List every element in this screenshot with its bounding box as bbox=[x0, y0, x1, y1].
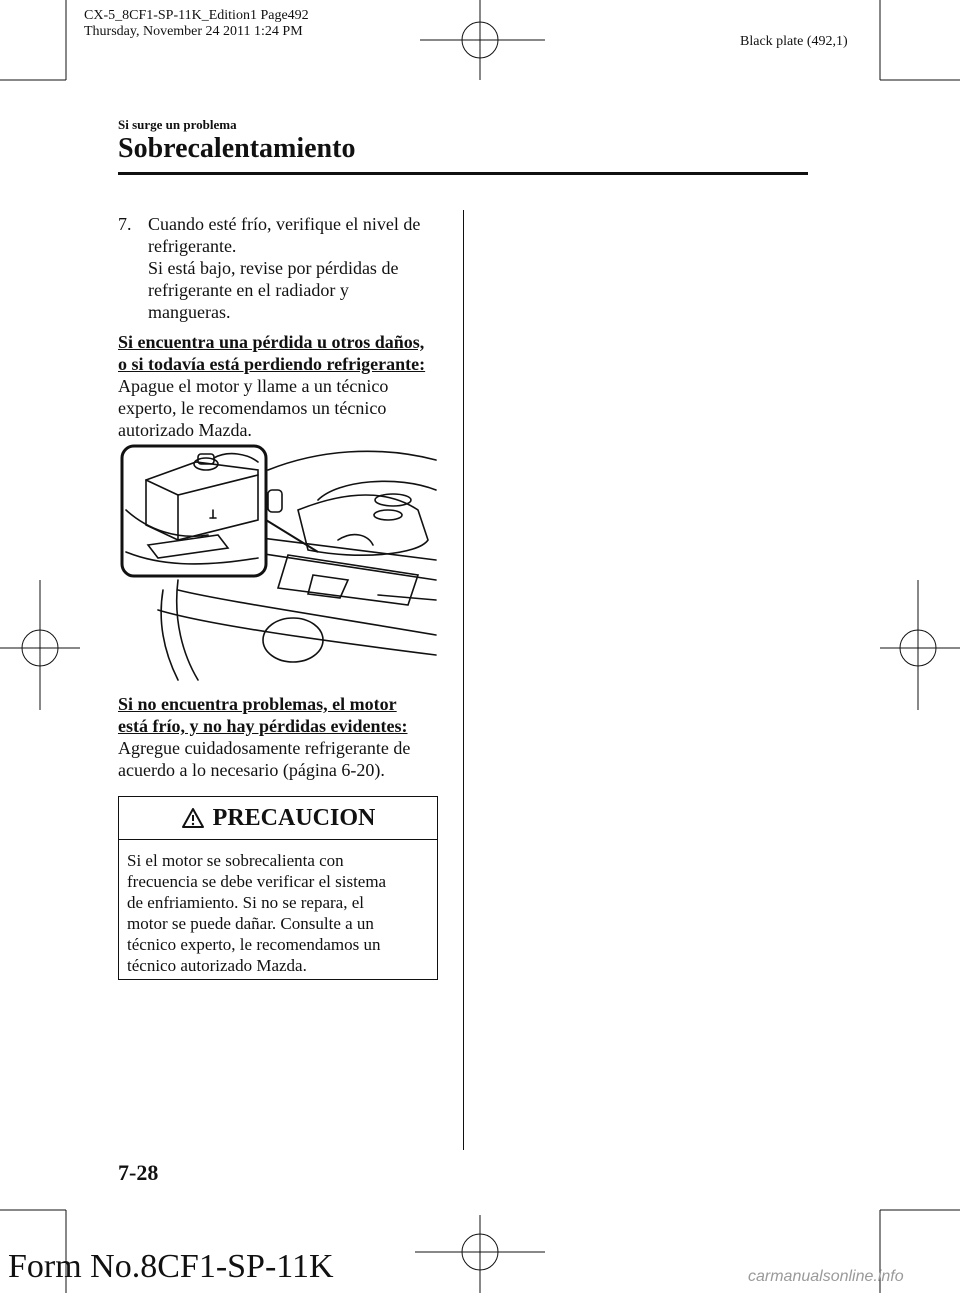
step-line: refrigerante. bbox=[148, 236, 237, 256]
leak-section bbox=[118, 331, 448, 441]
step-line: Si está bajo, revise por pérdidas de bbox=[148, 258, 399, 278]
leak-text-line: autorizado Mazda. bbox=[118, 420, 252, 440]
leak-text-line: Apague el motor y llame a un técnico bbox=[118, 376, 389, 396]
plate-label: Black plate (492,1) bbox=[740, 34, 848, 49]
print-meta-line1: CX-5_8CF1-SP-11K_Edition1 Page492 bbox=[84, 8, 309, 23]
caution-header bbox=[119, 797, 437, 840]
caution-line: frecuencia se debe verificar el sistema bbox=[127, 872, 387, 891]
step-line: Cuando esté frío, verifique el nivel de bbox=[148, 214, 421, 234]
leak-heading-line1: Si encuentra una pérdida u otros daños, bbox=[118, 332, 425, 352]
caution-box bbox=[118, 796, 438, 980]
step-number: 7. bbox=[118, 214, 132, 234]
warning-triangle-icon bbox=[181, 807, 205, 829]
caution-line: técnico autorizado Mazda. bbox=[127, 956, 307, 975]
print-meta-line2: Thursday, November 24 2011 1:24 PM bbox=[84, 24, 303, 39]
page-title: Sobrecalentamiento bbox=[118, 133, 356, 164]
caution-body bbox=[119, 840, 437, 986]
caution-line: técnico experto, le recomendamos un bbox=[127, 935, 381, 954]
noleak-heading-line2: está frío, y no hay pérdidas evidentes: bbox=[118, 716, 408, 736]
step-line: mangueras. bbox=[148, 302, 231, 322]
leak-heading-line2: o si todavía está perdiendo refrigerante: bbox=[118, 354, 426, 374]
noleak-text-line: acuerdo a lo necesario (página 6-20). bbox=[118, 760, 385, 780]
noleak-heading-line1: Si no encuentra problemas, el motor bbox=[118, 694, 397, 714]
noleak-section bbox=[118, 693, 448, 781]
caution-title: PRECAUCION bbox=[212, 804, 376, 831]
noleak-text-line: Agregue cuidadosamente refrigerante de bbox=[118, 738, 411, 758]
step-7 bbox=[118, 213, 448, 323]
column-divider bbox=[463, 210, 464, 1150]
section-label: Si surge un problema bbox=[118, 117, 237, 132]
leak-text-line: experto, le recomendamos un técnico bbox=[118, 398, 387, 418]
watermark: carmanualsonline.info bbox=[748, 1268, 904, 1285]
title-rule bbox=[118, 172, 808, 175]
step-line: refrigerante en el radiador y bbox=[148, 280, 349, 300]
coolant-reservoir-illustration bbox=[118, 440, 438, 682]
caution-line: motor se puede dañar. Consulte a un bbox=[127, 914, 374, 933]
form-number: Form No.8CF1-SP-11K bbox=[8, 1248, 334, 1285]
page-number: 7-28 bbox=[118, 1160, 159, 1185]
caution-line: Si el motor se sobrecalienta con bbox=[127, 851, 344, 870]
caution-line: de enfriamiento. Si no se repara, el bbox=[127, 893, 364, 912]
